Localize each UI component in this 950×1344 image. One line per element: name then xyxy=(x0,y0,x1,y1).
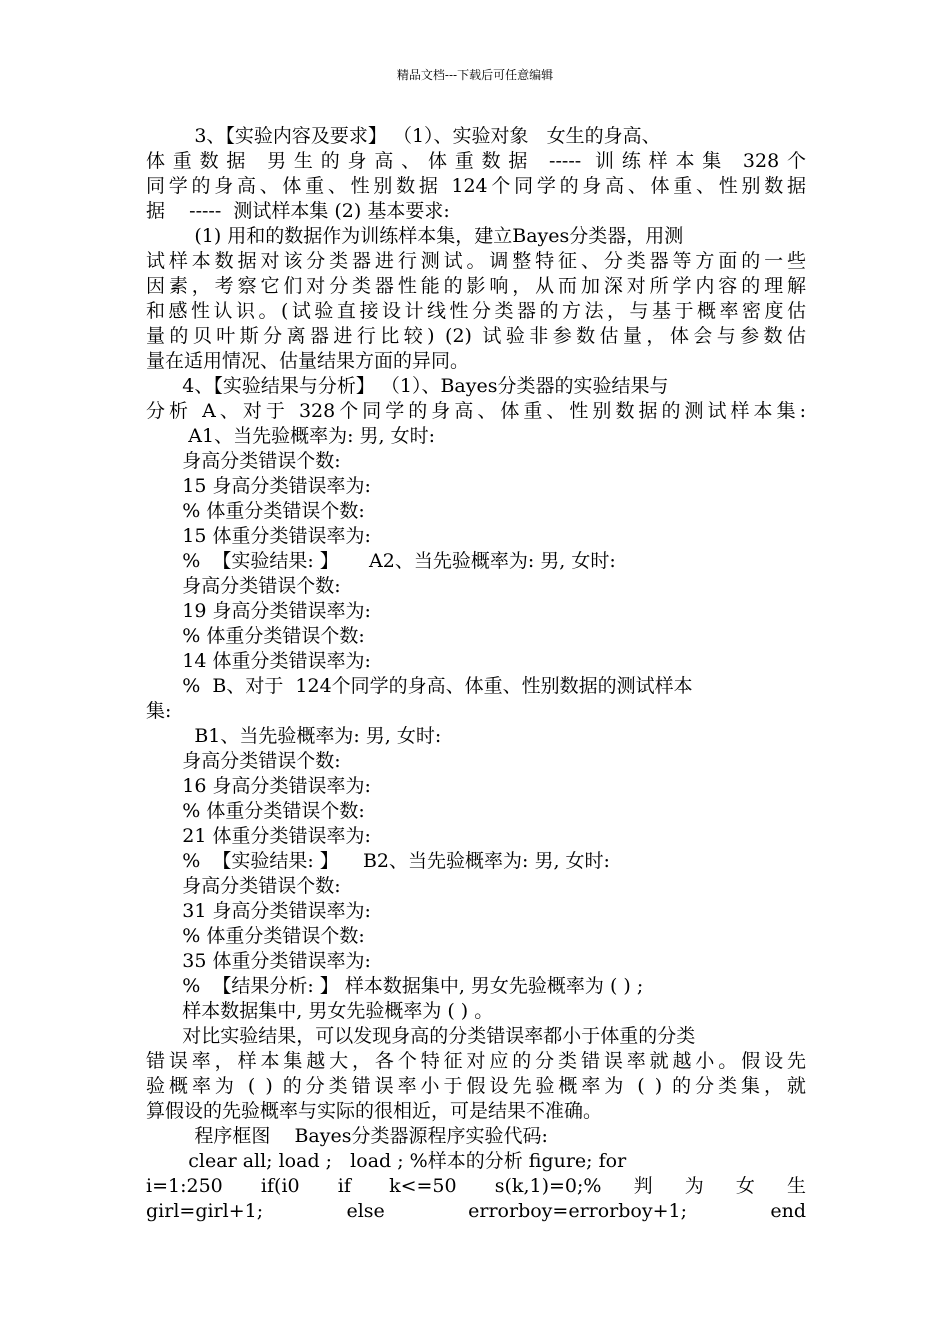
text-line: 体重数据 男生的身高、体重数据 ----- 训练样本集 328个 xyxy=(146,150,806,172)
page-header: 精品文档---下载后可任意编辑 xyxy=(396,68,554,82)
text-line: 35 体重分类错误率为: xyxy=(146,950,371,972)
text-line: clear all; load ; load ; %样本的分析 figure; for xyxy=(146,1150,627,1172)
text-line: % 【实验结果: 】 A2、当先验概率为: 男, 女时: xyxy=(146,550,616,572)
text-line: A1、当先验概率为: 男, 女时: xyxy=(146,425,436,447)
text-line: 因素，考察它们对分类器性能的影响，从而加深对所学内容的理解 xyxy=(146,275,806,297)
text-line: 16 身高分类错误率为: xyxy=(146,775,371,797)
text-line: (1) 用和的数据作为训练样本集，建立Bayes分类器，用测 xyxy=(146,225,684,247)
text-line: 15 体重分类错误率为: xyxy=(146,525,371,547)
text-line: 算假设的先验概率与实际的很相近，可是结果不准确。 xyxy=(146,1100,603,1122)
text-line: 19 身高分类错误率为: xyxy=(146,600,371,622)
text-line: 21 体重分类错误率为: xyxy=(146,825,371,847)
text-line: 身高分类错误个数: xyxy=(146,450,341,472)
text-line: 试样本数据对该分类器进行测试。调整特征、分类器等方面的一些 xyxy=(146,250,806,272)
text-line: % 【实验结果: 】 B2、当先验概率为: 男, 女时: xyxy=(146,850,610,872)
text-line: % 体重分类错误个数: xyxy=(146,500,365,522)
text-line: 集: xyxy=(146,700,172,722)
text-line: 样本数据集中, 男女先验概率为 ( ) 。 xyxy=(146,1000,494,1022)
text-line: 身高分类错误个数: xyxy=(146,875,341,897)
text-line: 3、【实验内容及要求】 （1）、实验对象 女生的身高、 xyxy=(146,125,661,147)
text-line: 对比实验结果，可以发现身高的分类错误率都小于体重的分类 xyxy=(146,1025,696,1047)
text-line: 14 体重分类错误率为: xyxy=(146,650,371,672)
text-line: 4、【实验结果与分析】 （1）、Bayes分类器的实验结果与 xyxy=(146,375,669,397)
text-line: 错误率，样本集越大，各个特征对应的分类错误率就越小。假设先 xyxy=(146,1050,806,1072)
text-line: 量的贝叶斯分离器进行比较) (2) 试验非参数估量，体会与参数估 xyxy=(146,325,806,347)
text-line: 同学的身高、体重、性别数据 124个同学的身高、体重、性别数据 xyxy=(146,175,806,197)
text-line: 程序框图 Bayes分类器源程序实验代码: xyxy=(146,1125,548,1147)
text-line: % B、对于 124个同学的身高、体重、性别数据的测试样本 xyxy=(146,675,693,697)
text-line: % 体重分类错误个数: xyxy=(146,925,365,947)
text-line: i=1:250 if(i0 if k<=50 s(k,1)=0;%判为女生 xyxy=(146,1175,806,1197)
text-line: % 体重分类错误个数: xyxy=(146,800,365,822)
text-line: 量在适用情况、估量结果方面的异同。 xyxy=(146,350,470,372)
text-line: 分析 A、对于 328个同学的身高、体重、性别数据的测试样本集: xyxy=(146,400,806,422)
text-line: 15 身高分类错误率为: xyxy=(146,475,371,497)
text-line: % 体重分类错误个数: xyxy=(146,625,365,647)
text-line: girl=girl+1; else errorboy=errorboy+1; end xyxy=(146,1200,806,1222)
text-line: 验概率为 ( ) 的分类错误率小于假设先验概率为 ( ) 的分类集，就 xyxy=(146,1075,806,1097)
text-line: B1、当先验概率为: 男, 女时: xyxy=(146,725,442,747)
text-line: 和感性认识。(试验直接设计线性分类器的方法，与基于概率密度估 xyxy=(146,300,806,322)
text-line: 31 身高分类错误率为: xyxy=(146,900,371,922)
text-line: 身高分类错误个数: xyxy=(146,575,341,597)
text-line: % 【结果分析: 】 样本数据集中, 男女先验概率为 ( ) ; xyxy=(146,975,644,997)
text-line: 身高分类错误个数: xyxy=(146,750,341,772)
text-line: 据 ----- 测试样本集 (2) 基本要求: xyxy=(146,200,450,222)
